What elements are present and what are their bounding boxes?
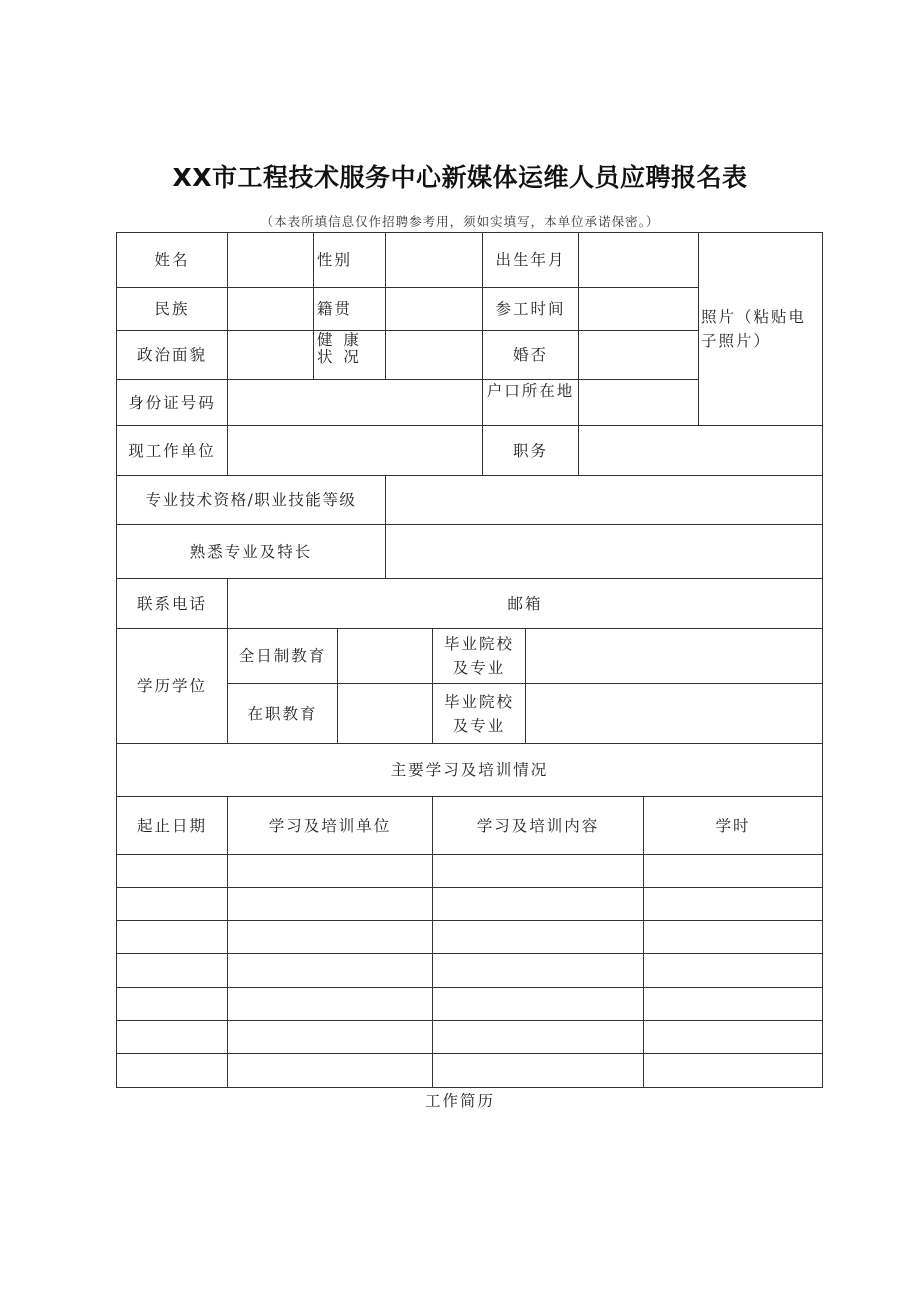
marital-field[interactable] [579,331,698,379]
native-place-field[interactable] [386,288,482,330]
political-field[interactable] [228,331,313,379]
training-cell[interactable] [117,988,227,1020]
training-cell[interactable] [433,855,643,887]
gender-field[interactable] [386,233,482,287]
page-title: XX市工程技术服务中心新媒体运维人员应聘报名表 [172,163,748,192]
hukou-field[interactable] [579,380,698,425]
label-qualification: 专业技术资格/职业技能等级 [145,491,357,509]
work-history-heading: 工作简历 [424,1092,495,1110]
qualification-field[interactable] [386,476,822,524]
training-cell[interactable] [433,954,643,987]
training-cell[interactable] [228,888,432,920]
training-cell[interactable] [644,1054,822,1087]
label-ethnicity: 民族 [154,300,190,318]
label-work-start: 参工时间 [495,300,566,318]
training-cell[interactable] [228,954,432,987]
training-cell[interactable] [644,988,822,1020]
training-cell[interactable] [433,888,643,920]
label-school-major-2: 毕业院校及专业 [443,692,514,735]
label-marital: 婚否 [512,346,548,364]
label-birth: 出生年月 [495,251,566,269]
label-health: 健 康 状 况 [317,331,362,366]
label-specialty: 熟悉专业及特长 [189,542,313,561]
label-employer: 现工作单位 [128,441,216,460]
privacy-note: （本表所填信息仅作招聘参考用，须如实填写，本单位承诺保密。） [260,214,660,229]
fulltime-school-field[interactable] [526,629,822,683]
training-header-content: 学习及培训内容 [476,816,600,835]
training-cell[interactable] [644,1021,822,1053]
photo-placeholder[interactable]: 照片（粘贴电子照片） [701,308,807,350]
training-cell[interactable] [228,988,432,1020]
label-parttime: 在职教育 [247,704,318,723]
label-education: 学历学位 [136,677,207,695]
label-school-major-1: 毕业院校及专业 [443,635,514,677]
id-number-field[interactable] [228,380,482,425]
ethnicity-field[interactable] [228,288,313,330]
label-email[interactable]: 邮箱 [507,594,543,613]
parttime-school-field[interactable] [526,684,822,743]
training-cell[interactable] [117,921,227,953]
work-start-field[interactable] [579,288,698,330]
training-cell[interactable] [117,1021,227,1053]
label-id-number: 身份证号码 [128,393,216,412]
training-cell[interactable] [433,921,643,953]
training-header-institution: 学习及培训单位 [268,816,392,835]
training-cell[interactable] [117,888,227,920]
label-position: 职务 [512,441,548,460]
label-fulltime: 全日制教育 [238,647,327,665]
training-header-hours: 学时 [715,816,751,835]
label-phone: 联系电话 [136,594,207,613]
name-field[interactable] [228,233,313,287]
training-cell[interactable] [228,1021,432,1053]
training-cell[interactable] [433,1054,643,1087]
training-cell[interactable] [644,954,822,987]
birth-field[interactable] [579,233,698,287]
training-cell[interactable] [433,1021,643,1053]
training-cell[interactable] [644,888,822,920]
training-cell[interactable] [228,921,432,953]
label-name: 姓名 [154,251,190,269]
training-cell[interactable] [228,1054,432,1087]
parttime-degree-field[interactable] [338,684,432,743]
label-gender: 性别 [317,251,353,269]
training-header-dates: 起止日期 [136,816,207,835]
training-cell[interactable] [644,921,822,953]
training-cell[interactable] [433,988,643,1020]
training-cell[interactable] [228,855,432,887]
training-cell[interactable] [117,855,227,887]
training-cell[interactable] [117,1054,227,1087]
training-cell[interactable] [644,855,822,887]
position-field[interactable] [579,426,822,475]
fulltime-degree-field[interactable] [338,629,432,683]
training-cell[interactable] [117,954,227,987]
label-native-place: 籍贯 [317,300,353,318]
label-hukou: 户口所在地 [486,382,575,400]
label-political: 政治面貌 [136,346,207,364]
specialty-field[interactable] [386,525,822,578]
employer-field[interactable] [228,426,482,475]
training-section-title: 主要学习及培训情况 [390,761,549,779]
health-field[interactable] [386,331,482,379]
